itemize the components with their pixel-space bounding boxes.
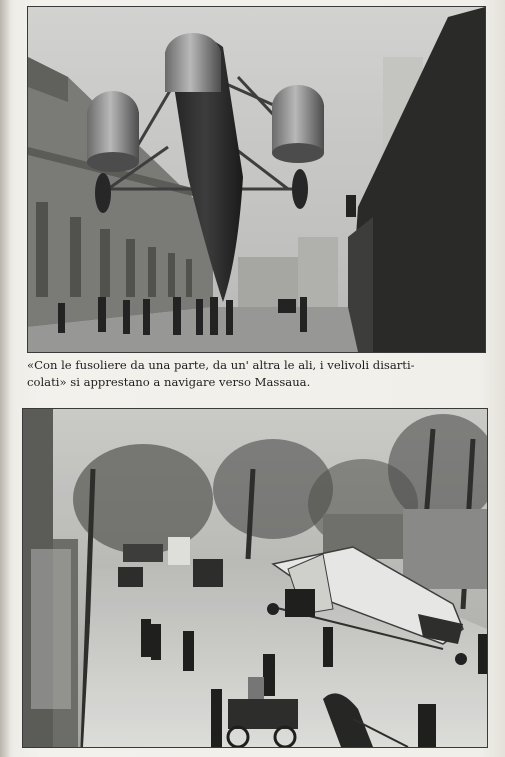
photo-fuselage-hoisted bbox=[27, 6, 486, 353]
photo-fuselage-hoisted-image bbox=[28, 7, 485, 352]
page-gutter bbox=[0, 0, 10, 757]
photo-aircraft-towed-street bbox=[22, 408, 488, 748]
caption-line-1: «Con le fusoliere da una parte, da un' altra le ali, i velivoli disarti- bbox=[27, 358, 415, 372]
caption-line-2: colati» si apprestano a navigare verso Massaua. bbox=[27, 375, 311, 389]
photo-aircraft-towed-street-image bbox=[23, 409, 487, 747]
photo-caption bbox=[27, 357, 484, 391]
